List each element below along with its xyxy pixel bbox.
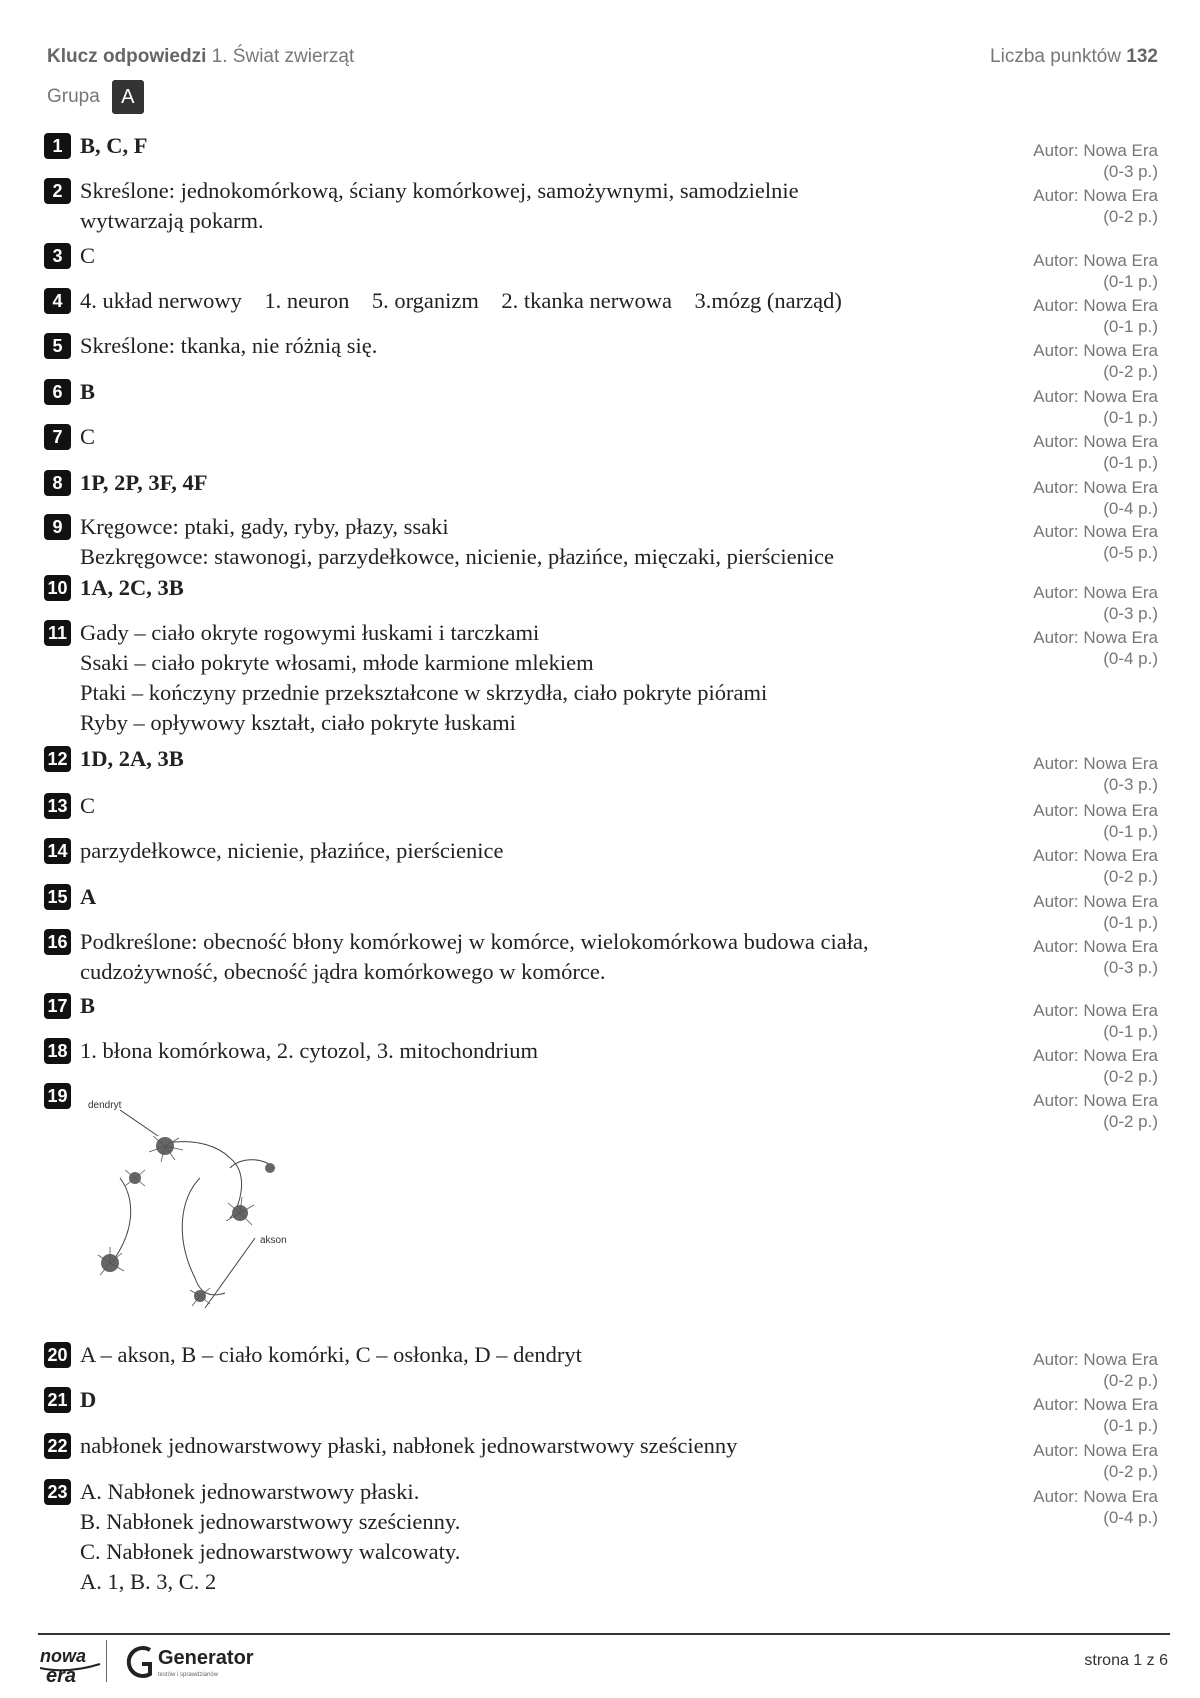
- page-number: strona 1 z 6: [1084, 1652, 1168, 1669]
- question-number-badge: 15: [44, 884, 71, 910]
- answer-line: Gady – ciało okryte rogowymi łuskami i tarczkami: [80, 620, 540, 645]
- answer-line: Kręgowce: ptaki, gady, ryby, płazy, ssaki: [80, 514, 449, 539]
- author-label: Autor: Nowa Era: [1033, 522, 1158, 541]
- question-author-info: [1033, 477, 1158, 519]
- points-range: (0-3 p.): [1103, 604, 1158, 623]
- answer-text: [80, 991, 95, 1021]
- author-label: Autor: Nowa Era: [1033, 754, 1158, 773]
- question-number-badge: 3: [44, 243, 71, 269]
- author-label: Autor: Nowa Era: [1033, 141, 1158, 160]
- points-range: (0-4 p.): [1103, 499, 1158, 518]
- answer-text: [80, 1477, 460, 1597]
- answer-text: [80, 1431, 737, 1461]
- answer-text: [80, 131, 148, 161]
- answer-line: Ssaki – ciało pokryte włosami, młode karmione mlekiem: [80, 650, 594, 675]
- answer-line: D: [80, 1387, 97, 1412]
- question-author-info: [1033, 140, 1158, 182]
- question-number-badge: 12: [44, 746, 71, 772]
- points-label: Liczba punktów: [990, 46, 1122, 67]
- generator-logo: [122, 1640, 272, 1684]
- points-range: (0-1 p.): [1103, 408, 1158, 427]
- answer-text: [80, 882, 96, 912]
- points-range: (0-2 p.): [1103, 362, 1158, 381]
- answer-text: [80, 468, 208, 498]
- question-number-badge: 13: [44, 793, 71, 819]
- doc-title: [47, 46, 354, 68]
- answer-text: [80, 1340, 582, 1370]
- answer-text: [80, 573, 184, 603]
- answer-line: C: [80, 424, 96, 449]
- question-author-info: [1033, 340, 1158, 382]
- doc-title-rest: 1. Świat zwierząt: [211, 46, 355, 67]
- points-range: (0-2 p.): [1103, 1112, 1158, 1131]
- question-author-info: [1033, 582, 1158, 624]
- answer-line: nabłonek jednowarstwowy płaski, nabłonek jednowarstwowy sześcienny: [80, 1433, 738, 1458]
- points-range: (0-1 p.): [1103, 1416, 1158, 1435]
- answer-line: Skreślone: jednokomórkową, ściany komórkowej, samożywnymi, samodzielnie: [80, 178, 799, 203]
- footer-logo-separator: [106, 1640, 107, 1682]
- answer-line: B: [80, 379, 96, 404]
- question-number-badge: 9: [44, 514, 71, 540]
- points-range: (0-1 p.): [1103, 1022, 1158, 1041]
- author-label: Autor: Nowa Era: [1033, 1091, 1158, 1110]
- points-range: (0-3 p.): [1103, 958, 1158, 977]
- question-number-badge: 23: [44, 1479, 71, 1505]
- question-author-info: [1033, 386, 1158, 428]
- author-label: Autor: Nowa Era: [1033, 892, 1158, 911]
- answer-line: B. Nabłonek jednowarstwowy sześcienny.: [80, 1509, 461, 1534]
- answer-line: 1. błona komórkowa, 2. cytozol, 3. mitochondrium: [80, 1038, 539, 1063]
- answer-line: 1D, 2A, 3B: [80, 746, 184, 771]
- answer-line: B: [80, 993, 96, 1018]
- question-author-info: [1033, 936, 1158, 978]
- question-number-badge: 20: [44, 1342, 71, 1368]
- points-range: (0-2 p.): [1103, 207, 1158, 226]
- neuron-axon-path: [165, 1142, 242, 1218]
- doc-title-bold: Klucz odpowiedzi: [47, 46, 207, 67]
- question-author-info: [1033, 891, 1158, 933]
- points-range: (0-2 p.): [1103, 867, 1158, 886]
- group-label: Grupa: [47, 86, 100, 107]
- points-range: (0-3 p.): [1103, 162, 1158, 181]
- answer-line: 1A, 2C, 3B: [80, 575, 184, 600]
- answer-line: wytwarzają pokarm.: [80, 208, 264, 233]
- points-range: (0-2 p.): [1103, 1371, 1158, 1390]
- group-badge: A: [112, 80, 144, 114]
- points-range: (0-1 p.): [1103, 453, 1158, 472]
- points-value: 132: [1126, 46, 1158, 67]
- label-axon: akson: [260, 1235, 287, 1246]
- answer-line: Ptaki – kończyny przednie przekształcone w skrzydła, ciało pokryte piórami: [80, 680, 768, 705]
- author-label: Autor: Nowa Era: [1033, 432, 1158, 451]
- question-number-badge: 21: [44, 1387, 71, 1413]
- question-number-badge: 11: [44, 620, 71, 646]
- author-label: Autor: Nowa Era: [1033, 1395, 1158, 1414]
- answer-line: B, C, F: [80, 133, 148, 158]
- question-number-badge: 8: [44, 470, 71, 496]
- points-range: (0-1 p.): [1103, 272, 1158, 291]
- points-range: (0-4 p.): [1103, 1508, 1158, 1527]
- answer-text: [80, 791, 95, 821]
- answer-line: 1P, 2P, 3F, 4F: [80, 470, 208, 495]
- answer-text: [80, 241, 95, 271]
- question-number-badge: 1: [44, 133, 71, 159]
- label-dendrite: dendryt: [88, 1100, 122, 1111]
- author-label: Autor: Nowa Era: [1033, 186, 1158, 205]
- points-total: [990, 46, 1158, 68]
- author-label: Autor: Nowa Era: [1033, 341, 1158, 360]
- points-range: (0-1 p.): [1103, 317, 1158, 336]
- author-label: Autor: Nowa Era: [1033, 1487, 1158, 1506]
- answer-line: Bezkręgowce: stawonogi, parzydełkowce, nicienie, płazińce, mięczaki, pierścienice: [80, 544, 835, 569]
- question-author-info: [1033, 753, 1158, 795]
- answer-text: [80, 286, 842, 316]
- answer-text: [80, 1385, 96, 1415]
- author-label: Autor: Nowa Era: [1033, 1441, 1158, 1460]
- dendrite-pointer: [120, 1110, 158, 1136]
- group-indicator: [47, 80, 144, 114]
- author-label: Autor: Nowa Era: [1033, 1350, 1158, 1369]
- question-author-info: [1033, 1045, 1158, 1087]
- question-author-info: [1033, 1090, 1158, 1132]
- answer-line: A: [80, 884, 97, 909]
- answer-text: [80, 331, 377, 361]
- answer-line: cudzożywność, obecność jądra komórkowego w komórce.: [80, 959, 606, 984]
- logo-nowa-text: nowa: [40, 1646, 87, 1666]
- author-label: Autor: Nowa Era: [1033, 296, 1158, 315]
- answer-line: C: [80, 793, 96, 818]
- author-label: Autor: Nowa Era: [1033, 937, 1158, 956]
- question-author-info: [1033, 185, 1158, 227]
- neuron-branch-left: [115, 1178, 131, 1258]
- question-author-info: [1033, 1349, 1158, 1391]
- neuron-cluster-5: [265, 1163, 275, 1173]
- points-range: (0-2 p.): [1103, 1462, 1158, 1481]
- question-number-badge: 2: [44, 178, 71, 204]
- points-range: (0-1 p.): [1103, 822, 1158, 841]
- answer-text: [80, 927, 869, 987]
- question-author-info: [1033, 295, 1158, 337]
- author-label: Autor: Nowa Era: [1033, 628, 1158, 647]
- question-number-badge: 14: [44, 838, 71, 864]
- answer-text: [80, 422, 95, 452]
- author-label: Autor: Nowa Era: [1033, 1001, 1158, 1020]
- logo-era-text: era: [46, 1665, 77, 1687]
- question-number-badge: 17: [44, 993, 71, 1019]
- answer-line: Ryby – opływowy kształt, ciało pokryte łuskami: [80, 710, 516, 735]
- question-author-info: [1033, 800, 1158, 842]
- logo-generator-text: Generator: [158, 1647, 254, 1669]
- question-number-badge: 19: [44, 1083, 71, 1109]
- generator-g-icon: [129, 1648, 150, 1676]
- answer-line: C. Nabłonek jednowarstwowy walcowaty.: [80, 1539, 461, 1564]
- question-author-info: [1033, 250, 1158, 292]
- author-label: Autor: Nowa Era: [1033, 387, 1158, 406]
- answer-line: A. 1, B. 3, C. 2: [80, 1569, 217, 1594]
- question-author-info: [1033, 1486, 1158, 1528]
- logo-generator-sub: testów i sprawdzianów: [158, 1672, 219, 1678]
- answer-line: 4. układ nerwowy 1. neuron 5. organizm 2. tkanka nerwowa 3.mózg (narząd): [80, 288, 842, 313]
- question-author-info: [1033, 431, 1158, 473]
- question-number-badge: 5: [44, 333, 71, 359]
- nowa-era-logo: [38, 1644, 108, 1688]
- points-range: (0-1 p.): [1103, 913, 1158, 932]
- answer-line: C: [80, 243, 96, 268]
- answer-text: [80, 744, 184, 774]
- points-range: (0-4 p.): [1103, 649, 1158, 668]
- answer-line: Podkreślone: obecność błony komórkowej w komórce, wielokomórkowa budowa ciała,: [80, 929, 869, 954]
- question-author-info: [1033, 845, 1158, 887]
- author-label: Autor: Nowa Era: [1033, 583, 1158, 602]
- axon-pointer: [205, 1238, 255, 1308]
- points-range: (0-3 p.): [1103, 775, 1158, 794]
- question-author-info: [1033, 1394, 1158, 1436]
- footer-divider: [38, 1633, 1170, 1635]
- answer-text: [80, 1036, 538, 1066]
- answer-line: parzydełkowce, nicienie, płazińce, pierścienice: [80, 838, 504, 863]
- answer-line: A – akson, B – ciało komórki, C – osłonka, D – dendryt: [80, 1342, 582, 1367]
- question-number-badge: 4: [44, 288, 71, 314]
- answer-text: [80, 377, 95, 407]
- answer-text: [80, 836, 504, 866]
- author-label: Autor: Nowa Era: [1033, 801, 1158, 820]
- question-number-badge: 18: [44, 1038, 71, 1064]
- question-number-badge: 6: [44, 379, 71, 405]
- points-range: (0-5 p.): [1103, 543, 1158, 562]
- author-label: Autor: Nowa Era: [1033, 846, 1158, 865]
- question-author-info: [1033, 521, 1158, 563]
- author-label: Autor: Nowa Era: [1033, 251, 1158, 270]
- question-number-badge: 22: [44, 1433, 71, 1459]
- question-number-badge: 16: [44, 929, 71, 955]
- question-author-info: [1033, 1000, 1158, 1042]
- question-number-badge: 7: [44, 424, 71, 450]
- neuron-diagram: [80, 1098, 310, 1328]
- answer-text: [80, 512, 834, 572]
- question-number-badge: 10: [44, 575, 71, 601]
- question-author-info: [1033, 1440, 1158, 1482]
- answer-line: A. Nabłonek jednowarstwowy płaski.: [80, 1479, 420, 1504]
- answer-line: Skreślone: tkanka, nie różnią się.: [80, 333, 378, 358]
- answer-text: [80, 176, 799, 236]
- neuron-axon-lower: [182, 1178, 225, 1295]
- author-label: Autor: Nowa Era: [1033, 478, 1158, 497]
- answer-text: [80, 618, 767, 738]
- points-range: (0-2 p.): [1103, 1067, 1158, 1086]
- author-label: Autor: Nowa Era: [1033, 1046, 1158, 1065]
- question-author-info: [1033, 627, 1158, 669]
